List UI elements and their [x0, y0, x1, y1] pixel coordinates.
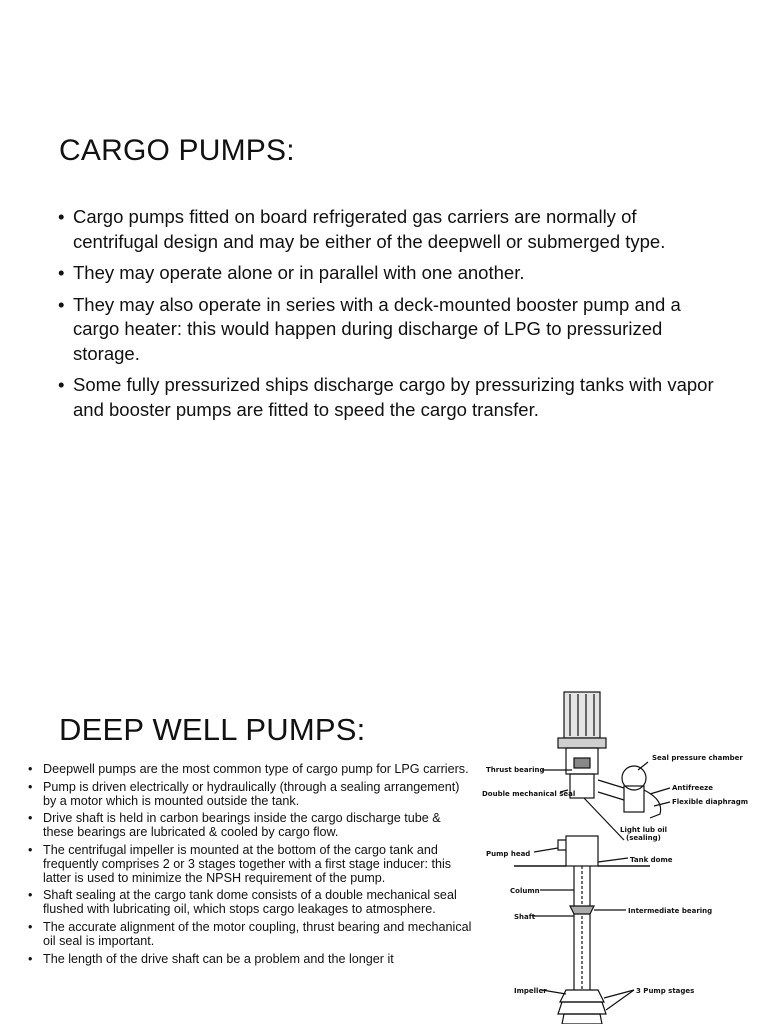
diagram-label: (sealing) — [626, 834, 661, 842]
diagram-label: Seal pressure chamber — [652, 754, 743, 762]
diagram-label: Flexible diaphragm — [672, 798, 749, 806]
diagram-label: Impeller — [514, 987, 547, 995]
diagram-label: Intermediate bearing — [628, 907, 713, 915]
bullet-item: • The accurate alignment of the motor coupling, thrust bearing and mechanical oil seal is important. — [28, 921, 474, 949]
bullet-item: • Some fully pressurized ships discharge cargo by pressurizing tanks with vapor and booster pumps are fitted to speed the cargo transfer. — [58, 373, 718, 422]
diagram-label: Double mechanical seal — [482, 790, 576, 798]
bullet-item: • Drive shaft is held in carbon bearings inside the cargo discharge tube & these bearings are lubricated & cooled by cargo flow. — [28, 812, 474, 840]
bullet-list — [28, 763, 474, 970]
diagram-label: 3 Pump stages — [636, 987, 695, 995]
diagram-label: Antifreeze — [672, 784, 713, 792]
bullet-item: • They may operate alone or in parallel with one another. — [58, 261, 718, 286]
bullet-item: • Cargo pumps fitted on board refrigerated gas carriers are normally of centrifugal design and may be either of the deepwell or submerged type. — [58, 205, 718, 254]
bullet-item: • Shaft sealing at the cargo tank dome consists of a double mechanical seal flushed with lubricating oil, which stops cargo leakages to atmosphere. — [28, 889, 474, 917]
slide-title: CARGO PUMPS: — [59, 134, 295, 167]
bullet-item: • They may also operate in series with a deck-mounted booster pump and a cargo heater: this would happen during discharge of LPG to pressurized storage. — [58, 293, 718, 367]
bullet-item: • Pump is driven electrically or hydraulically (through a sealing arrangement) by a motor which is mounted outside the tank. — [28, 781, 474, 809]
bullet-item: • Deepwell pumps are the most common type of cargo pump for LPG carriers. — [28, 763, 474, 777]
diagram-label: Light lub oil — [620, 826, 668, 834]
slide-deep-well-pumps — [0, 576, 768, 1024]
bullet-item: • The length of the drive shaft can be a problem and the longer it — [28, 953, 474, 967]
diagram-label: Thrust bearing — [486, 766, 545, 774]
diagram-label: Shaft — [514, 913, 536, 921]
deepwell-pump-diagram — [474, 690, 764, 1024]
diagram-label: Column — [510, 887, 540, 895]
diagram-label: Tank dome — [630, 856, 673, 864]
slide-title: DEEP WELL PUMPS: — [59, 712, 366, 747]
bullet-list — [58, 205, 718, 429]
bullet-item: • The centrifugal impeller is mounted at the bottom of the cargo tank and frequently comprises 2 or 3 stages together with a first stage inducer: this latter is used to minimize the NPSH requirement of the pump. — [28, 844, 474, 885]
diagram-label: Pump head — [486, 850, 531, 858]
